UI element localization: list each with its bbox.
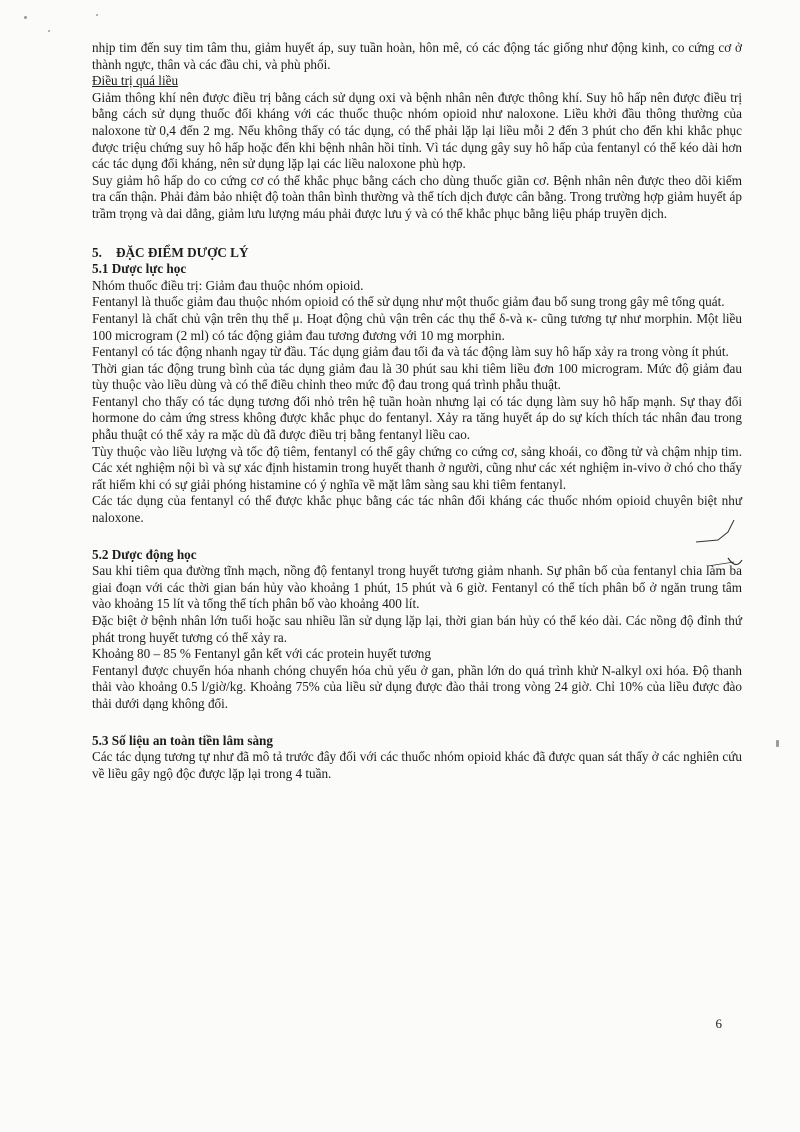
scan-mark [24, 16, 27, 19]
pharmacokinetics-section [92, 547, 742, 713]
scan-mark [96, 14, 98, 16]
paragraph: Các tác dụng của fentanyl có thể được khắc phục bằng các tác nhân đối kháng các thuốc nhóm opioid chuyên biệt như naloxone. [92, 493, 742, 526]
paragraph: Fentanyl có tác động nhanh ngay từ đầu. Tác dụng giảm đau tối đa và tác động làm suy hô hấp xảy ra trong vòng ít phút. [92, 344, 729, 360]
paragraph: Đặc biệt ở bệnh nhân lớn tuổi hoặc sau nhiều lần sử dụng lặp lại, thời gian bán hủy có thể kéo dài. Các nồng độ đỉnh thứ phát trong huyết tương có thể xảy ra. [92, 613, 742, 645]
paragraph: Khoảng 80 – 85 % Fentanyl gắn kết với các protein huyết tương [92, 646, 431, 662]
section-number: 5. [92, 244, 102, 260]
paragraph: Thời gian tác động trung bình của tác dụng giảm đau là 30 phút sau khi tiêm liều đơn 100 microgram. Mức độ giảm đau tùy thuộc vào liều dùng và có thể điều chỉnh theo mức độ đau trong quá trình phẫu thuật. [92, 360, 742, 393]
pharmacodynamics-section [92, 261, 742, 527]
document-page [92, 40, 742, 782]
paragraph: Nhóm thuốc điều trị: Giảm đau thuộc nhóm opioid. [92, 277, 364, 293]
pharmacodynamics-heading: 5.1 Dược lực học [92, 261, 187, 277]
scan-mark [776, 740, 779, 747]
section-title: ĐẶC ĐIỂM DƯỢC LÝ [116, 244, 249, 260]
page-number: 6 [715, 1016, 722, 1031]
paragraph: Sau khi tiêm qua đường tĩnh mạch, nồng độ fentanyl trong huyết tương giảm nhanh. Sự phân bố của fentanyl chia làm ba giai đoạn với các thời gian bán hủy vào khoảng 1 phút, 15 phút và 6 giờ. Fentanyl có thể tích phân bố ở ngăn trung tâm vào khoảng 15 lít và tổng thể tích phân bố vào khoảng 400 lít. [92, 563, 742, 612]
overdose-treatment-section [92, 73, 742, 222]
paragraph: Fentanyl được chuyển hóa nhanh chóng chuyển hóa chủ yếu ở gan, phần lớn do quá trình khử N-alkyl oxi hóa. Độ thanh thải vào khoảng 0.5 l/giờ/kg. Khoảng 75% của liều sử dụng được đào thải trong vòng 24 giờ. Chỉ 10% của liều được đào thải dưới dạng không đổi. [92, 662, 742, 711]
overdose-treatment-heading: Điều trị quá liều [92, 73, 179, 89]
paragraph: Fentanyl là thuốc giảm đau thuộc nhóm opioid có thể sử dụng như một thuốc giảm đau bổ sung trong gây mê tổng quát. [92, 294, 725, 310]
paragraph: Các tác dụng tương tự như đã mô tả trước đây đối với các thuốc nhóm opioid khác đã được quan sát thấy ở các nghiên cứu về liều gây ngộ độc được lặp lại trong 4 tuần. [92, 749, 742, 781]
paragraph: Fentanyl là chất chủ vận trên thụ thể μ. Hoạt động chủ vận trên các thụ thể δ-và κ- cũng tương tự như morphin. Một liều 100 microgram (2 ml) có tác động giảm đau tương đương với 10 mg morphin. [92, 310, 742, 343]
continuation-text: nhịp tim đến suy tim tâm thu, giảm huyết áp, suy tuần hoàn, hôn mê, có các động tác giống như động kinh, co cứng cơ ở thành ngực, thân và các đầu chi, và phù phổi. [92, 40, 742, 72]
paragraph: Giảm thông khí nên được điều trị bằng cách sử dụng oxi và bệnh nhân nên được thông khí. Suy hô hấp nên được điều trị bằng cách sử dụng thuốc đối kháng với các thuốc thuộc nhóm opioid như naloxone. Liều khởi đầu thông thường của naloxone từ 0,4 đến 2 mg. Nếu không thấy có tác dụng, có thể phải lặp lại liều mỗi 2 đến 3 phút cho đến khi khắc phục được triệu chứng suy hô hấp hoặc đến khi bệnh nhân hồi tỉnh. Vì tác dụng gây suy hô hấp của fentanyl có thể kéo dài hơn các tác dụng đối kháng, nên sử dụng lặp lại các liều naloxone phù hợp. [92, 89, 742, 172]
paragraph: Fentanyl cho thấy có tác dụng tương đối nhỏ trên hệ tuần hoàn nhưng lại có tác dụng làm suy hô hấp mạnh. Sự thay đổi hormone do cảm ứng stress không được khắc phục do fentanyl. Xảy ra tăng huyết áp do sự kích thích tác nhân đau trong phẫu thuật có thể xảy ra mặc dù đã được điều trị bằng fentanyl liều cao. [92, 393, 742, 443]
paragraph: Suy giảm hô hấp do co cứng cơ có thể khắc phục bằng cách cho dùng thuốc giãn cơ. Bệnh nhân nên được theo dõi kiểm tra cẩn thận. Phải đảm bảo nhiệt độ toàn thân bình thường và thể tích dịch được cân bằng. Trong trường hợp giảm huyết áp trầm trọng và dai dẳng, giảm lưu lượng máu phải được lưu ý và có thể khắc phục bằng liệu pháp truyền dịch. [92, 172, 742, 221]
pharmacokinetics-heading: 5.2 Dược động học [92, 546, 197, 562]
section-5-heading [92, 245, 742, 262]
preclinical-section [92, 733, 742, 783]
scan-mark [48, 30, 50, 32]
paragraph: Tùy thuộc vào liều lượng và tốc độ tiêm, fentanyl có thể gây chứng co cứng cơ, sảng khoái, co đồng tử và chậm nhịp tim. Các xét nghiệm nội bì và sự xác định histamin trong huyết thanh ở người, cũng như các xét nghiệm in-vivo ở chó cho thấy rất hiếm khi có sự giải phóng histamine có ý nghĩa về mặt lâm sàng sau khi tiêm fentanyl. [92, 443, 742, 492]
preclinical-heading: 5.3 Số liệu an toàn tiền lâm sàng [92, 732, 273, 748]
